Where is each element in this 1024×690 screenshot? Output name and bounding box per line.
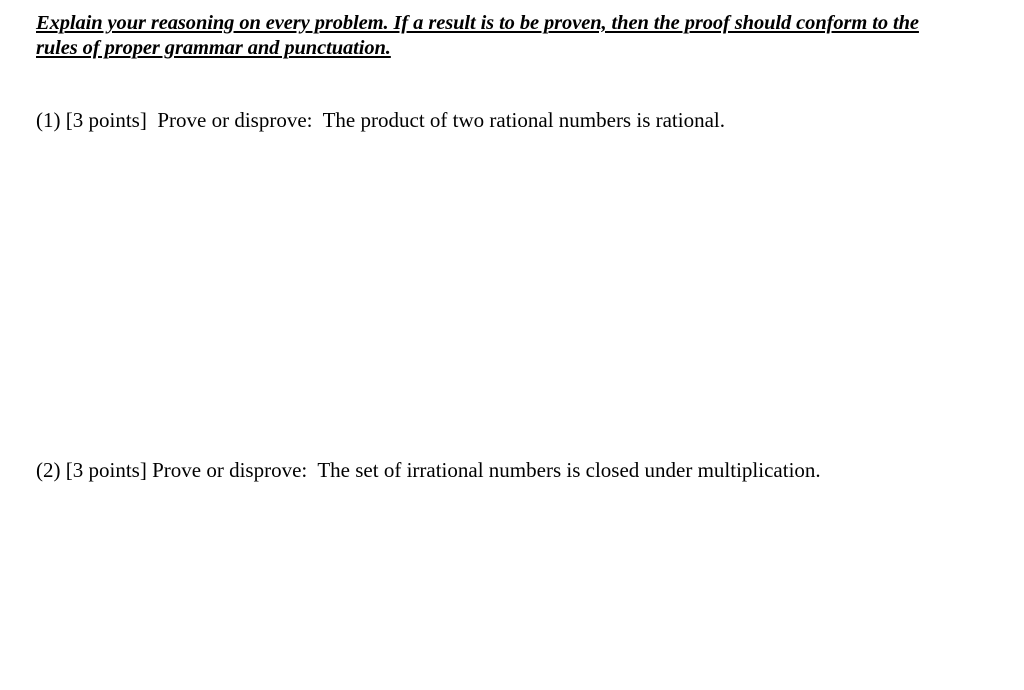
problem-2-prompt: Prove or disprove: — [152, 458, 308, 482]
problem-1-number: (1) — [36, 108, 61, 132]
problem-1-points: [3 points] — [65, 108, 147, 132]
instructions-heading — [36, 11, 996, 61]
problem-2-statement: The set of irrational numbers is closed under multiplication. — [317, 458, 821, 482]
problem-2-answer-space — [36, 490, 986, 680]
instructions-line-1: Explain your reasoning on every problem. If a result is to be proven, then the proof should conform to the — [36, 12, 919, 34]
problem-1-prompt: Prove or disprove: — [157, 108, 313, 132]
problem-2 — [36, 458, 821, 483]
instructions-line-2: rules of proper grammar and punctuation. — [36, 37, 391, 59]
problem-1-statement: The product of two rational numbers is rational. — [322, 108, 726, 132]
problem-1 — [36, 108, 725, 133]
problem-2-number: (2) — [36, 458, 61, 482]
problem-1-answer-space — [36, 140, 986, 440]
problem-2-points: [3 points] — [65, 458, 147, 482]
